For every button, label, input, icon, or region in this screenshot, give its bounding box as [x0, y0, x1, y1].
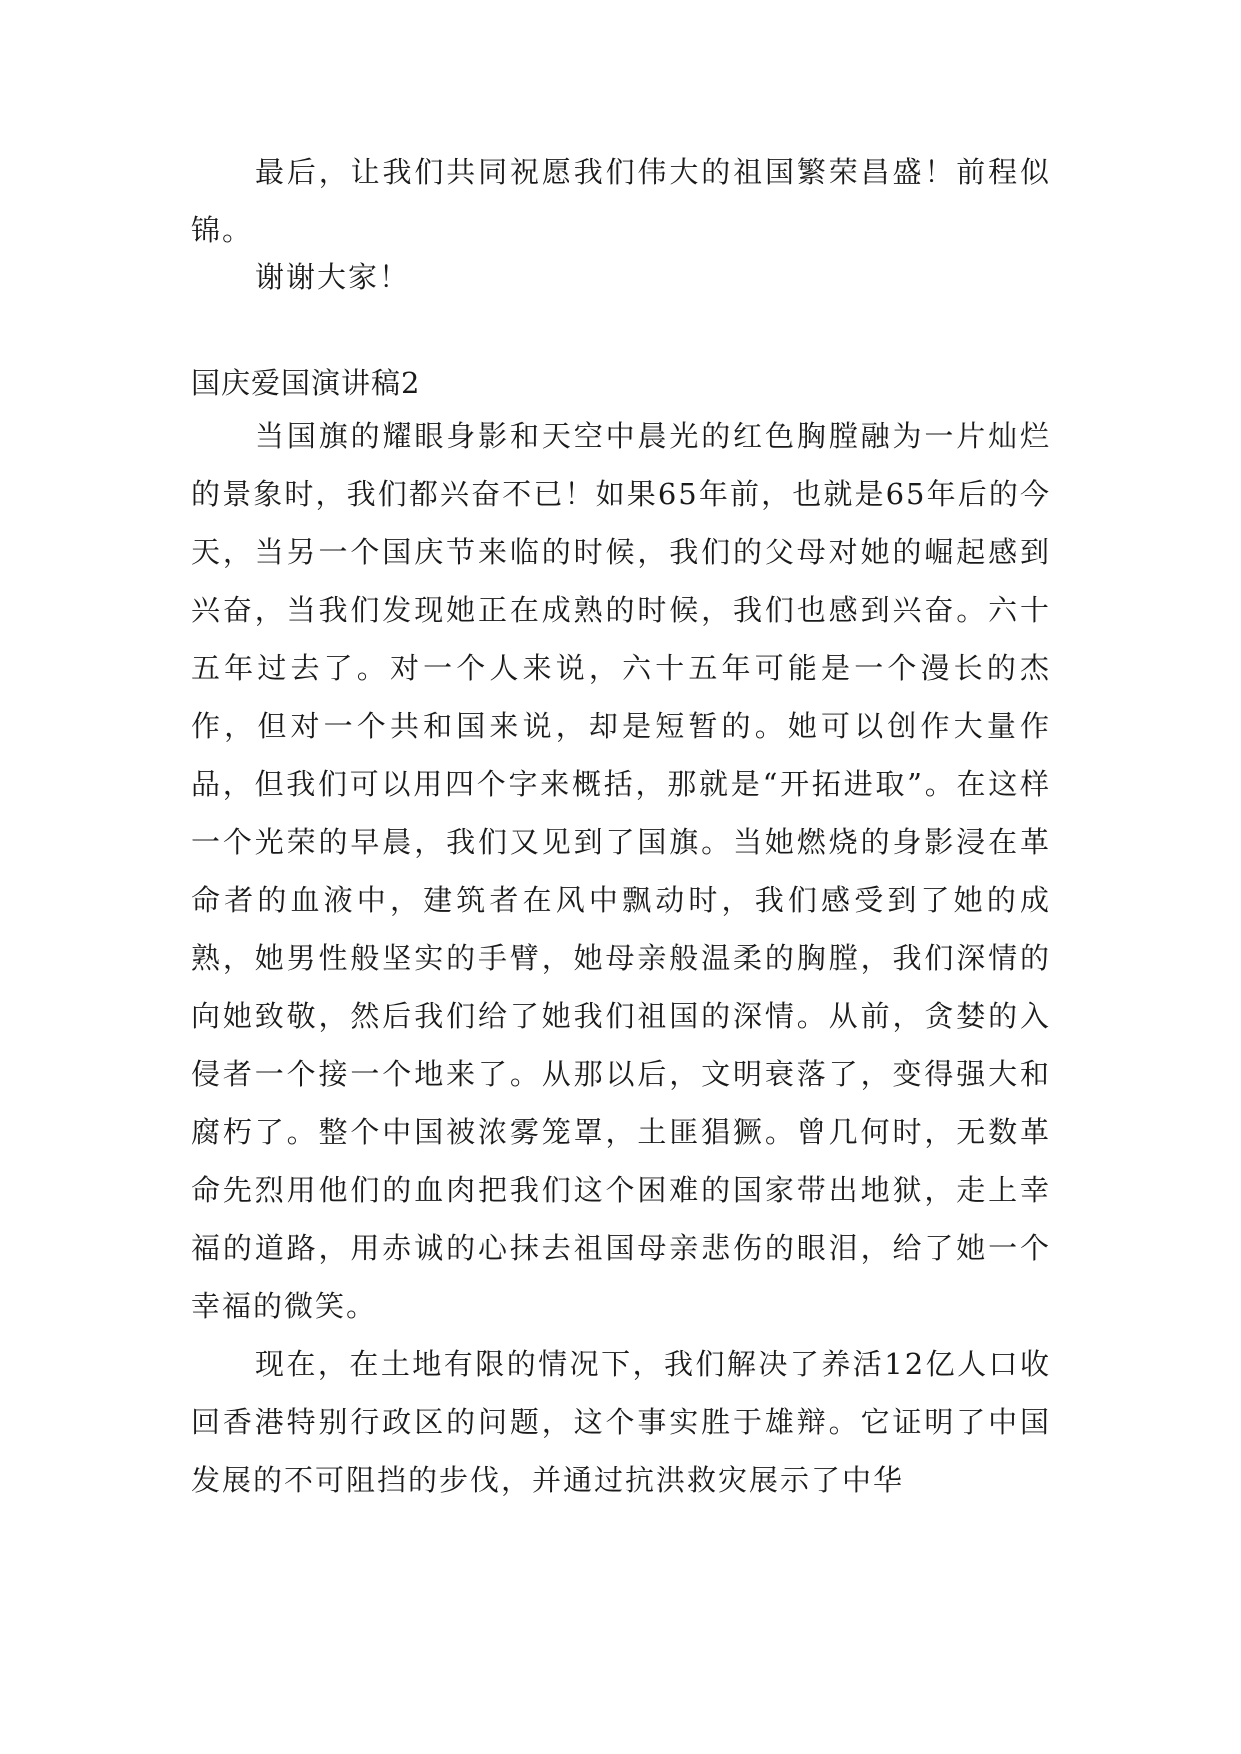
closing-section — [191, 143, 1051, 259]
speech2-paragraph-2: 现在，在土地有限的情况下，我们解决了养活12亿人口收回香港特别行政区的问题，这个事实胜于雄辩。它证明了中国发展的不可阻挡的步伐，并通过抗洪救灾展示了中华 — [191, 1347, 1051, 1497]
speech2-body — [191, 407, 1051, 1509]
closing-wish-paragraph: 最后，让我们共同祝愿我们伟大的祖国繁荣昌盛！前程似锦。 — [191, 155, 1051, 247]
section-title: 国庆爱国演讲稿2 — [191, 366, 421, 400]
thanks-paragraph: 谢谢大家！ — [255, 260, 411, 294]
section-title-block — [191, 354, 1051, 412]
thanks-section — [191, 248, 1051, 306]
speech2-paragraph-1: 当国旗的耀眼身影和天空中晨光的红色胸膛融为一片灿烂的景象时，我们都兴奋不已！如果65年前，也就是65年后的今天，当另一个国庆节来临的时候，我们的父母对她的崛起感到兴奋，当我们发现她正在成熟的时候，我们也感到兴奋。六十五年过去了。对一个人来说，六十五年可能是一个漫长的杰作，但对一个共和国来说，却是短暂的。她可以创作大量作品，但我们可以用四个字来概括，那就是“开拓进取”。在这样一个光荣的早晨，我们又见到了国旗。当她燃烧的身影浸在革命者的血液中，建筑者在风中飘动时，我们感受到了她的成熟，她男性般坚实的手臂，她母亲般温柔的胸膛，我们深情的向她致敬，然后我们给了她我们祖国的深情。从前，贪婪的入侵者一个接一个地来了。从那以后，文明衰落了，变得强大和腐朽了。整个中国被浓雾笼罩，土匪猖獗。曾几何时，无数革命先烈用他们的血肉把我们这个困难的国家带出地狱，走上幸福的道路，用赤诚的心抹去祖国母亲悲伤的眼泪，给了她一个幸福的微笑。 — [191, 419, 1051, 1323]
